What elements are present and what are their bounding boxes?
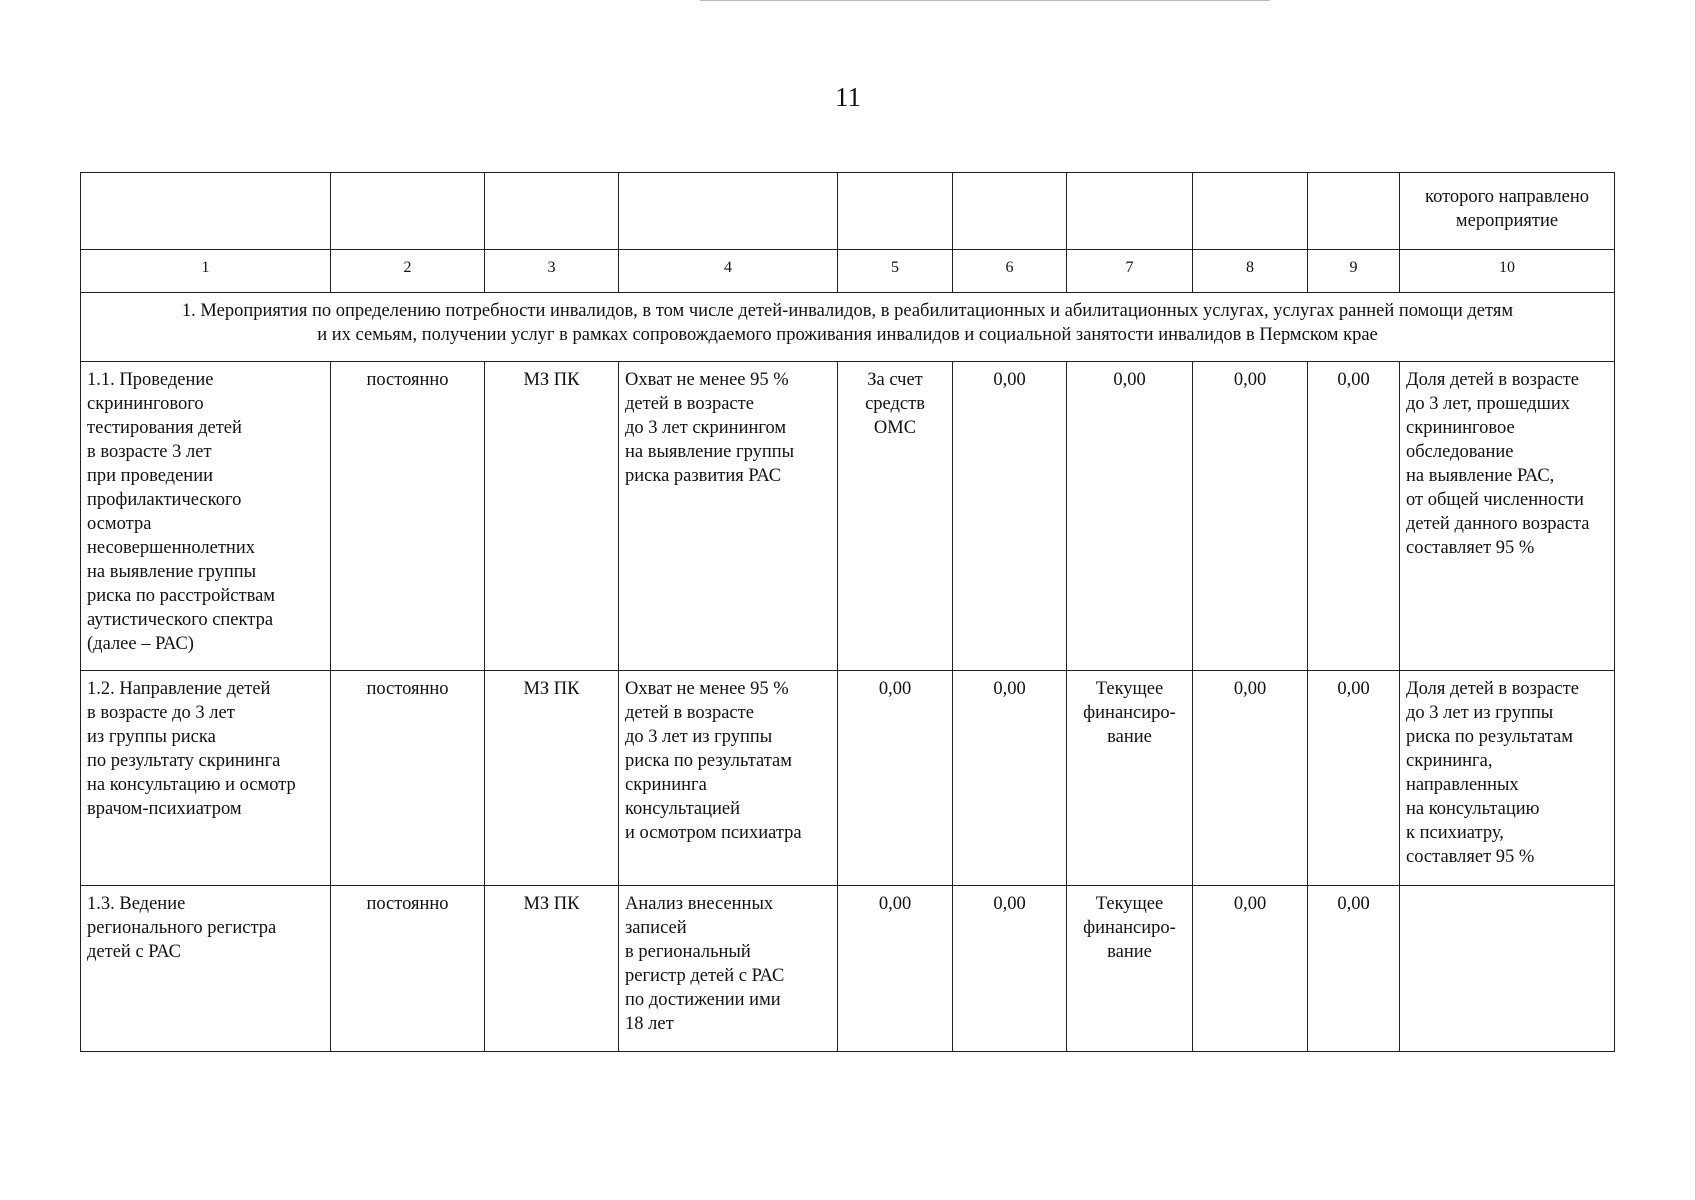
measure-period: постоянно bbox=[331, 362, 485, 671]
measure-executor: МЗ ПК bbox=[485, 362, 619, 671]
header-cell-4 bbox=[619, 173, 838, 250]
measure-result: Анализ внесенных записей в региональный регистр детей с РАС по достижении ими 18 лет bbox=[619, 886, 838, 1052]
measure-result: Охват не менее 95 % детей в возрасте до 3 лет скринингом на выявление группы риска развития РАС bbox=[619, 362, 838, 671]
measure-col8: 0,00 bbox=[1193, 671, 1308, 886]
header-cell-6 bbox=[953, 173, 1067, 250]
header-cell-1 bbox=[81, 173, 331, 250]
column-number: 5 bbox=[838, 250, 953, 293]
measure-col8: 0,00 bbox=[1193, 886, 1308, 1052]
section-row bbox=[81, 293, 1615, 362]
column-number: 10 bbox=[1400, 250, 1615, 293]
measure-executor: МЗ ПК bbox=[485, 671, 619, 886]
scan-edge-top bbox=[700, 0, 1270, 1]
measure-result: Охват не менее 95 % детей в возрасте до 3 лет из группы риска по результатам скрининга консультацией и осмотром психиатра bbox=[619, 671, 838, 886]
header-cell-5 bbox=[838, 173, 953, 250]
table-row bbox=[81, 886, 1615, 1052]
column-number: 7 bbox=[1067, 250, 1193, 293]
measure-col5: За счет средств ОМС bbox=[838, 362, 953, 671]
header-cell-7 bbox=[1067, 173, 1193, 250]
measure-name: 1.3. Ведение регионального регистра детей с РАС bbox=[81, 886, 331, 1052]
column-number: 1 bbox=[81, 250, 331, 293]
column-number-row bbox=[81, 250, 1615, 293]
measure-indicator bbox=[1400, 886, 1615, 1052]
header-cell-3 bbox=[485, 173, 619, 250]
header-cell-2 bbox=[331, 173, 485, 250]
table-row bbox=[81, 671, 1615, 886]
column-number: 6 bbox=[953, 250, 1067, 293]
measure-col9: 0,00 bbox=[1308, 362, 1400, 671]
measure-col8: 0,00 bbox=[1193, 362, 1308, 671]
header-cell-10: которого направлено мероприятие bbox=[1400, 173, 1615, 250]
measure-col9: 0,00 bbox=[1308, 671, 1400, 886]
measure-col7: 0,00 bbox=[1067, 362, 1193, 671]
measure-executor: МЗ ПК bbox=[485, 886, 619, 1052]
measures-table bbox=[80, 172, 1615, 1052]
measure-col7: Текущее финансиро- вание bbox=[1067, 671, 1193, 886]
column-number: 4 bbox=[619, 250, 838, 293]
table-row bbox=[81, 362, 1615, 671]
measure-col6: 0,00 bbox=[953, 362, 1067, 671]
measure-period: постоянно bbox=[331, 671, 485, 886]
measure-period: постоянно bbox=[331, 886, 485, 1052]
column-number: 2 bbox=[331, 250, 485, 293]
measure-col5: 0,00 bbox=[838, 671, 953, 886]
column-number: 3 bbox=[485, 250, 619, 293]
header-cell-8 bbox=[1193, 173, 1308, 250]
section-title: 1. Мероприятия по определению потребности инвалидов, в том числе детей-инвалидов, в реабилитационных и абилитационных услугах, услугах ранней помощи детям и их семьям, получении услуг в рамках сопровождаемого проживания инвалидов и социальной занятости инвалидов в Пермском крае bbox=[81, 293, 1615, 362]
column-number: 9 bbox=[1308, 250, 1400, 293]
page-number: 11 bbox=[835, 82, 861, 112]
measure-name: 1.2. Направление детей в возрасте до 3 лет из группы риска по результату скрининга на консультацию и осмотр врачом-психиатром bbox=[81, 671, 331, 886]
measure-name: 1.1. Проведение скринингового тестирования детей в возрасте 3 лет при проведении профилактического осмотра несовершеннолетних на выявление группы риска по расстройствам аутистического спектра (далее – РАС) bbox=[81, 362, 331, 671]
measure-col6: 0,00 bbox=[953, 886, 1067, 1052]
measure-indicator: Доля детей в возрасте до 3 лет, прошедших скрининговое обследование на выявление РАС, от общей численности детей данного возраста составляет 95 % bbox=[1400, 362, 1615, 671]
header-continuation-row bbox=[81, 173, 1615, 250]
measure-indicator: Доля детей в возрасте до 3 лет из группы риска по результатам скрининга, направленных на консультацию к психиатру, составляет 95 % bbox=[1400, 671, 1615, 886]
measure-col9: 0,00 bbox=[1308, 886, 1400, 1052]
measure-col5: 0,00 bbox=[838, 886, 953, 1052]
measure-col6: 0,00 bbox=[953, 671, 1067, 886]
header-cell-9 bbox=[1308, 173, 1400, 250]
column-number: 8 bbox=[1193, 250, 1308, 293]
measure-col7: Текущее финансиро- вание bbox=[1067, 886, 1193, 1052]
